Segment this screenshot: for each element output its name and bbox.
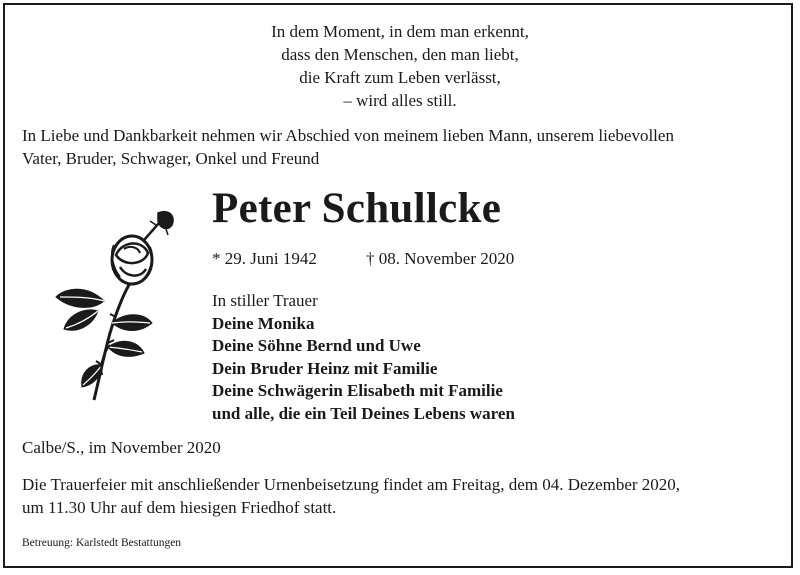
place-date: Calbe/S., im November 2020 [22,438,221,457]
rose-icon [52,205,187,405]
mourners-list [212,290,515,425]
intro-line: Vater, Bruder, Schwager, Onkel und Freund [22,149,320,168]
mourner-line: Dein Bruder Heinz mit Familie [212,358,438,378]
poem [0,20,800,112]
funeral-info [22,473,680,519]
mourner-line: und alle, die ein Teil Deines Lebens waren [212,403,515,423]
intro-text [22,124,782,170]
birth-date: * 29. Juni 1942 [212,249,317,268]
funeral-line: um 11.30 Uhr auf dem hiesigen Friedhof statt. [22,498,337,517]
poem-line: dass den Menschen, den man liebt, [281,45,519,64]
undertaker-credit: Betreuung: Karlstedt Bestattungen [22,537,182,549]
poem-line: In dem Moment, in dem man erkennt, [271,22,529,41]
funeral-line: Die Trauerfeier mit anschließender Urnenbeisetzung findet am Freitag, dem 04. Dezember 2020, [22,475,681,494]
poem-line: die Kraft zum Leben verlässt, [299,68,501,87]
poem-line: – wird alles still. [343,91,457,110]
intro-line: In Liebe und Dankbarkeit nehmen wir Abschied von meinem lieben Mann, unserem liebevollen [22,126,674,145]
life-dates [212,247,515,270]
mourner-line: Deine Schwägerin Elisabeth mit Familie [212,381,503,400]
death-date: † 08. November 2020 [366,249,515,268]
deceased-name: Peter Schullcke [212,185,502,232]
mourner-line: Deine Söhne Bernd und Uwe [212,336,421,355]
mourners-heading: In stiller Trauer [212,291,318,310]
mourner-line: Deine Monika [212,313,315,333]
